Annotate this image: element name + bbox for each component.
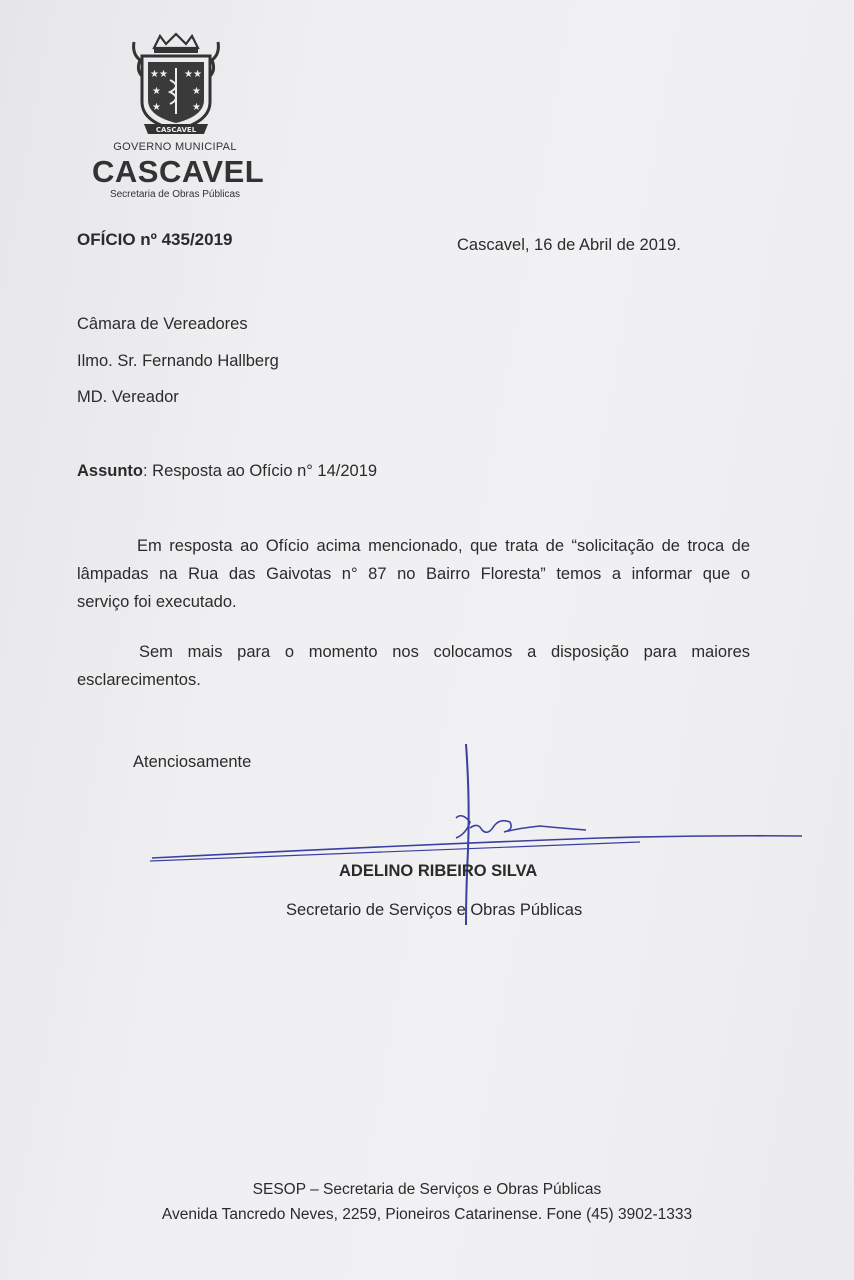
city-name: CASCAVEL: [92, 154, 265, 189]
paragraph-line: esclarecimentos.: [77, 671, 201, 689]
svg-text:★★: ★★: [184, 69, 202, 80]
svg-text:★: ★: [192, 102, 201, 113]
secretariat-name: Secretaria de Obras Públicas: [109, 189, 241, 200]
svg-text:★★: ★★: [150, 69, 168, 80]
paragraph-line: Sem mais para o momento nos colocamos a disposição para maiores: [139, 643, 750, 661]
paragraph-line: lâmpadas na Rua das Gaivotas n° 87 no Bairro Floresta” temos a informar que o: [77, 565, 750, 583]
office-number: OFÍCIO nº 435/2019: [77, 230, 233, 249]
subject-text: : Resposta ao Ofício n° 14/2019: [143, 462, 378, 480]
svg-text:★: ★: [152, 102, 161, 113]
letter-date: Cascavel, 16 de Abril de 2019.: [457, 236, 681, 254]
signer-title: Secretario de Serviços e Obras Públicas: [286, 901, 583, 919]
closing-salutation: Atenciosamente: [133, 753, 252, 771]
crest-banner-text: CASCAVEL: [155, 126, 197, 134]
signer-name: ADELINO RIBEIRO SILVA: [339, 862, 538, 880]
paragraph-line: serviço foi executado.: [77, 593, 237, 611]
government-label: GOVERNO MUNICIPAL: [113, 141, 237, 153]
recipient-line: MD. Vereador: [77, 388, 179, 406]
svg-text:★: ★: [152, 86, 161, 97]
subject-label: Assunto: [77, 462, 143, 480]
footer-address: Avenida Tancredo Neves, 2259, Pioneiros Catarinense. Fone (45) 3902-1333: [161, 1206, 693, 1223]
paragraph-line: Em resposta ao Ofício acima mencionado, que trata de “solicitação de troca de: [137, 537, 750, 555]
footer-department: SESOP – Secretaria de Serviços e Obras Públicas: [252, 1181, 602, 1198]
recipient-line: Ilmo. Sr. Fernando Hallberg: [77, 352, 279, 370]
svg-text:★: ★: [192, 86, 201, 97]
recipient-line: Câmara de Vereadores: [77, 315, 248, 333]
